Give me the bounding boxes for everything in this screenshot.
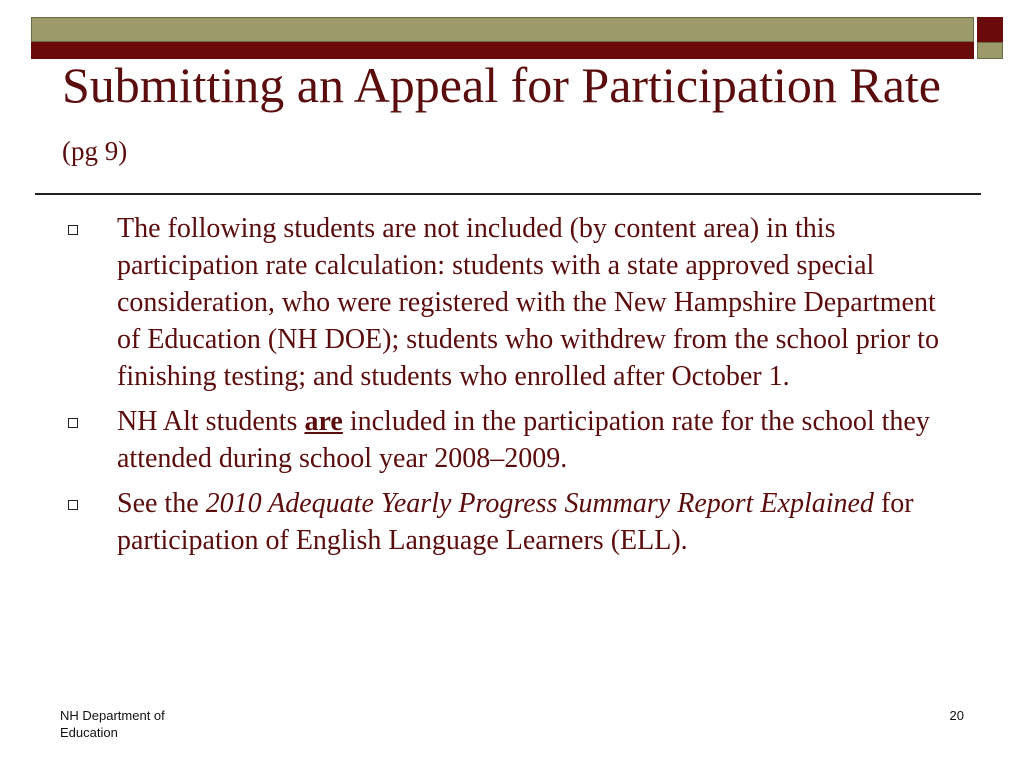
bullet-text: The following students are not included (by content area) in this participation rate calculation: students with a state approved special consideration, who were registered with the New Hampshire Department of Education (NH DOE); students who withdrew from the school prior to finishing testing; and students who enrolled after October 1. xyxy=(117,213,939,392)
bullet-list xyxy=(62,210,962,567)
bullet-item-ell xyxy=(62,485,962,559)
header-red-square xyxy=(977,17,1003,42)
bullet-text-after: for participation of English Language Learners (ELL). xyxy=(117,488,914,556)
bullet-emphasis: are xyxy=(304,406,343,437)
header-olive-bar xyxy=(31,17,974,42)
slide-number: 20 xyxy=(949,708,964,723)
bullet-text-before: NH Alt students xyxy=(117,406,305,437)
square-bullet-icon xyxy=(68,225,78,235)
footer-organization: NH Department of Education xyxy=(60,708,165,740)
bullet-item-nh-alt xyxy=(62,403,962,477)
slide-title xyxy=(62,56,982,180)
bullet-item-exclusions xyxy=(62,210,962,395)
slide-title-page-ref: (pg 9) xyxy=(62,136,128,166)
square-bullet-icon xyxy=(68,418,78,428)
bullet-text-after: included in the participation rate for the school they attended during school year 2008–2009. xyxy=(117,406,930,474)
report-title-italic: 2010 Adequate Yearly Progress Summary Report Explained xyxy=(205,488,874,519)
title-divider xyxy=(35,193,981,195)
slide-title-main: Submitting an Appeal for Participation Rate xyxy=(62,57,942,113)
square-bullet-icon xyxy=(68,500,78,510)
bullet-text-before: See the xyxy=(117,488,206,519)
